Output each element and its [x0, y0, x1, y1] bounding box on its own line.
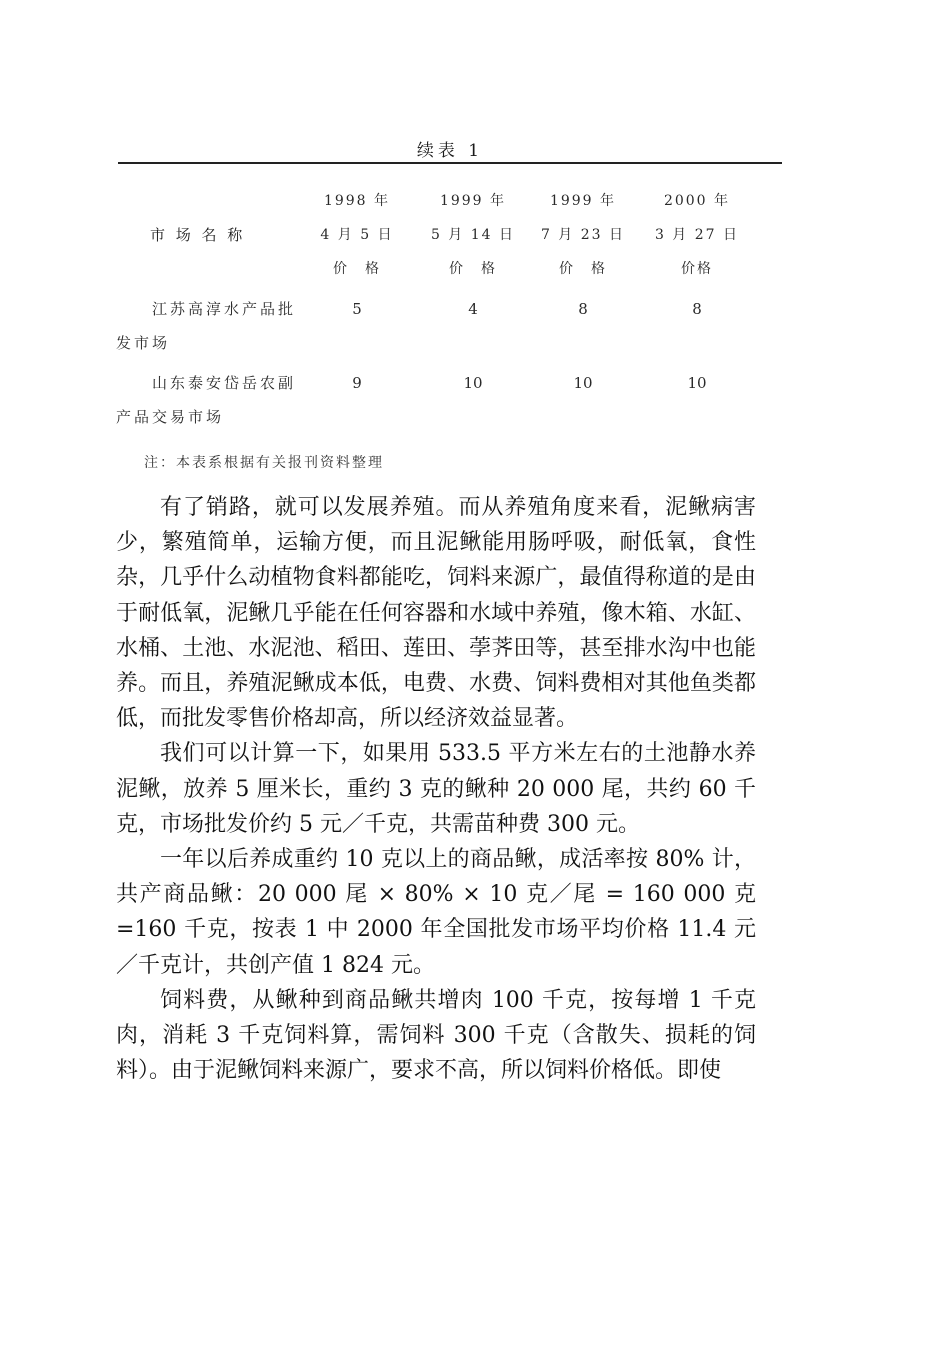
table-cell: 10 — [573, 374, 593, 392]
table-cell: 10 — [687, 374, 707, 392]
column-date: 7 月 23 日 — [540, 227, 626, 243]
table-cell: 8 — [578, 300, 588, 318]
table-cell: 10 — [463, 374, 483, 392]
paragraph: 我们可以计算一下，如果用 533.5 平方米左右的土池静水养泥鳅，放养 5 厘米长，重约 3 克的鳅种 20 000 尾，共约 60 千克，市场批发价约 5 元／千克，共需苗种费 300 元。 — [116, 741, 756, 837]
column-label: 价 格 — [333, 261, 381, 277]
table-caption: 续表 1 — [416, 141, 484, 161]
table-cell: 8 — [692, 300, 702, 318]
column-label: 价 格 — [449, 261, 497, 277]
table-cell: 4 — [468, 300, 478, 318]
column-year: 1998 年 — [323, 193, 391, 209]
paragraph: 有了销路，就可以发展养殖。而从养殖角度来看，泥鳅病害少，繁殖简单，运输方便，而且泥鳅能用肠呼吸，耐低氧，食性杂，几乎什么动植物食料都能吃，饲料来源广，最值得称道的是由于耐低氧，泥鳅几乎能在任何容器和水域中养殖，像木箱、水缸、水桶、土池、水泥池、稻田、莲田、荸荠田等，甚至排水沟中也能养。而且，养殖泥鳅成本低，电费、水费、饲料费相对其他鱼类都低，而批发零售价格却高，所以经济效益显著。 — [116, 495, 756, 732]
table-cell: 5 — [352, 300, 362, 318]
column-date: 5 月 14 日 — [430, 227, 516, 243]
market-name-header: 市 场 名 称 — [150, 226, 246, 244]
table-top-rule — [118, 162, 782, 164]
row-name-line: 产品交易市场 — [116, 408, 225, 426]
column-date: 3 月 27 日 — [654, 227, 740, 243]
column-header-3 — [518, 184, 648, 286]
column-label: 价 格 — [559, 261, 607, 277]
row-name-line: 山东泰安岱岳农副 — [152, 374, 297, 392]
row-name-line: 江苏高淳水产品批 — [152, 300, 297, 318]
column-year: 1999 年 — [549, 193, 617, 209]
table-row-name — [116, 366, 296, 434]
column-year: 2000 年 — [663, 193, 731, 209]
column-label: 价格 — [681, 261, 713, 277]
body-text — [116, 490, 756, 1088]
paragraph: 一年以后养成重约 10 克以上的商品鳅，成活率按 80% 计，共产商品鳅：20 000 尾 × 80% × 10 克／尾 = 160 000 克 =160 千克，按表 1 中 2000 年全国批发市场平均价格 11.4 元／千克计，共创产值 1 824 元。 — [116, 847, 756, 978]
paragraph: 饲料费，从鳅种到商品鳅共增肉 100 千克，按每增 1 千克肉，消耗 3 千克饲料算，需饲料 300 千克（含散失、损耗的饲料）。由于泥鳅饲料来源广，要求不高，所以饲料价格低。即使 — [116, 987, 756, 1084]
row-name-line: 发市场 — [116, 334, 171, 352]
column-date: 4 月 5 日 — [320, 227, 394, 243]
table-note: 注：本表系根据有关报刊资料整理 — [144, 455, 384, 471]
column-header-4 — [632, 184, 762, 286]
column-header-1 — [292, 184, 422, 286]
column-year: 1999 年 — [439, 193, 507, 209]
table-row-name — [116, 292, 296, 360]
table-cell: 9 — [352, 374, 362, 392]
